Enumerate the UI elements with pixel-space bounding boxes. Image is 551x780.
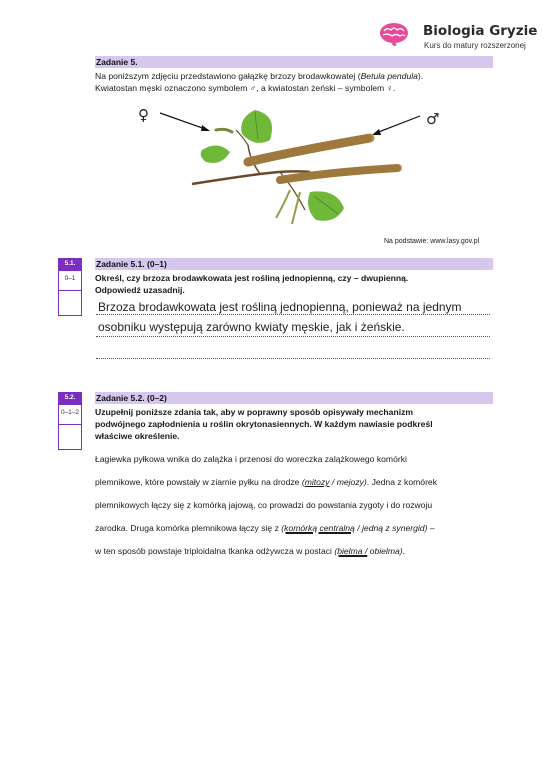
answer-dotted-line-1 — [96, 314, 490, 315]
birch-branch-illustration — [130, 100, 450, 230]
answer-dotted-line-3 — [96, 358, 490, 359]
task5-intro-line2: Kwiatostan męski oznaczono symbolem ♂, a kwiatostan żeński – symbolem ♀. — [95, 83, 396, 93]
logo-subtitle: Kurs do matury rozszerzonej — [424, 41, 526, 50]
task51-question-line2: Odpowiedź uzasadnij. — [95, 285, 185, 295]
male-symbol: ♂ — [426, 110, 440, 128]
task5-intro-line1: Na poniższym zdjęciu przedstawiono gałązkę brzozy brodawkowatej (Betula pendula). — [95, 71, 424, 81]
task51-answer-line1[interactable]: Brzoza brodawkowata jest rośliną jednopienną, ponieważ na jednym — [98, 300, 462, 314]
task52-question-line1: Uzupełnij poniższe zdania tak, aby w poprawny sposób opisywały mechanizm — [95, 407, 414, 417]
choice-komorka-centralna[interactable]: (komórką centralną — [281, 523, 355, 533]
task52-paragraph-line2: plemnikowe, które powstały w ziarnie pyłku na drodze (mitozy / mejozy). Jedna z komórek — [95, 477, 438, 487]
choice-bielma[interactable]: (bielma / — [334, 546, 368, 556]
choice-obielma[interactable]: obielma) — [367, 546, 403, 556]
task51-answer-line2[interactable]: osobniku występują zarówno kwiaty męskie, jak i żeńskie. — [98, 320, 405, 334]
task52-number-badge: 5.2. — [58, 392, 82, 404]
task51-question-line1: Określ, czy brzoza brodawkowata jest rośliną jednopienną, czy – dwupienną. — [95, 273, 409, 283]
task5-header-bar — [95, 56, 493, 68]
task51-number-badge: 5.1. — [58, 258, 82, 270]
image-source: Na podstawie: www.lasy.gov.pl — [384, 238, 480, 245]
brain-logo-icon — [379, 22, 409, 46]
task52-paragraph-line5: w ten sposób powstaje triploidalna tkanka odżywcza w postaci (bielma / obielma). — [95, 546, 406, 556]
task51-points: 0–1 — [64, 275, 76, 282]
task52-paragraph-line4: zarodka. Druga komórka plemnikowa łączy się z (komórką centralną / jedną z synergid) – — [95, 523, 435, 533]
task5-title: Zadanie 5. — [96, 57, 138, 67]
task52-title: Zadanie 5.2. (0–2) — [96, 393, 167, 403]
task51-score-divider — [59, 290, 81, 291]
task52-question-line2: podwójnego zapłodnienia u roślin okrytonasiennych. W każdym nawiasie podkreśl — [95, 419, 433, 429]
choice-synergid[interactable]: / jedną z synergid) — [354, 523, 428, 533]
task52-paragraph-line1: Łagiewka pyłkowa wnika do zalążka i przenosi do woreczka zalążkowego komórki — [95, 454, 407, 464]
choice-mitozy[interactable]: (mitozy — [301, 477, 330, 487]
task52-points: 0–1–2 — [60, 409, 80, 416]
task52-score-divider — [59, 424, 81, 425]
female-symbol: ♀ — [138, 106, 149, 124]
choice-mejozy[interactable]: mejozy) — [336, 477, 367, 487]
task52-question-line3: właściwe określenie. — [95, 431, 180, 441]
answer-dotted-line-2 — [96, 336, 490, 337]
logo-title: Biologia Gryzie — [423, 23, 538, 39]
task52-paragraph-line3: plemnikowych łączy się z komórką jajową, co prowadzi do powstania zygoty i do rozwoju — [95, 500, 433, 510]
task51-title: Zadanie 5.1. (0–1) — [96, 259, 167, 269]
